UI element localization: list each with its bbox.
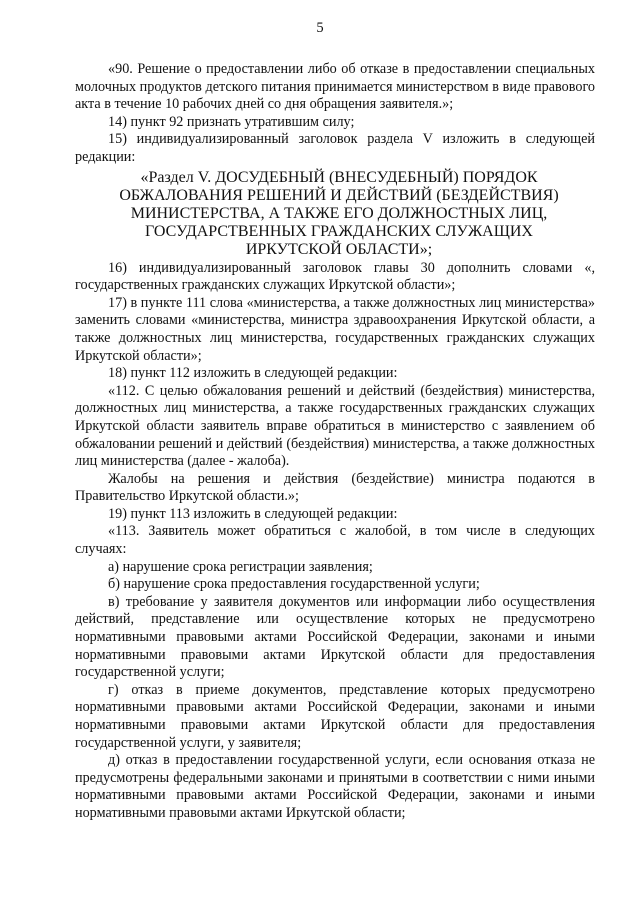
section-heading: «Раздел V. ДОСУДЕБНЫЙ (ВНЕСУДЕБНЫЙ) ПОРЯДОК ОБЖАЛОВАНИЯ РЕШЕНИЙ И ДЕЙСТВИЙ (БЕЗДЕЙСТВИЯ) МИНИСТЕРСТВА, А ТАКЖЕ ЕГО ДОЛЖНОСТНЫХ ЛИЦ, ГОСУДАРСТВЕННЫХ ГРАЖДАНСКИХ СЛУЖАЩИХ ИРКУТСКОЙ ОБЛАСТИ»; bbox=[119, 168, 559, 259]
paragraph-amendment-16: 16) индивидуализированный заголовок главы 30 дополнить словами «, государственных гражданских служащих Иркутской области»; bbox=[75, 259, 595, 294]
list-item-a: а) нарушение срока регистрации заявления; bbox=[108, 558, 373, 575]
paragraph-item-112: «112. С целью обжалования решений и действий (бездействия) министерства, должностных лиц министерства, а также государственных гражданских служащих Иркутской области заявитель вправе обратиться в министерство с заявлением об обжаловании решений и действий (бездействия) министерства, а также должностных лиц министерства (далее - жалоба). bbox=[75, 382, 595, 470]
paragraph-item-113: «113. Заявитель может обратиться с жалобой, в том числе в следующих случаях: bbox=[75, 523, 595, 558]
paragraph-amendment-18: 18) пункт 112 изложить в следующей редакции: bbox=[108, 365, 398, 382]
list-item-b: б) нарушение срока предоставления государственной услуги; bbox=[108, 576, 480, 593]
page-number: 5 bbox=[316, 20, 324, 36]
paragraph-amendment-14: 14) пункт 92 признать утратившим силу; bbox=[108, 113, 355, 130]
list-item-g: г) отказ в приеме документов, представление которых предусмотрено нормативными правовыми актами Российской Федерации, законами и иными нормативными правовыми актами Иркутской области для предоставления государственной услуги, у заявителя; bbox=[75, 681, 595, 751]
paragraph-amendment-17: 17) в пункте 111 слова «министерства, а также должностных лиц министерства» заменить словами «министерства, министра здравоохранения Иркутской области, а также должностных лиц министерства, государственных гражданских служащих Иркутской области»; bbox=[75, 294, 595, 364]
list-item-v: в) требование у заявителя документов или информации либо осуществления действий, представление или осуществление которых не предусмотрено нормативными правовыми актами Российской Федерации, законами и иными нормативными правовыми актами Иркутской области для предоставления государственной услуги; bbox=[75, 593, 595, 681]
list-item-d: д) отказ в предоставлении государственной услуги, если основания отказа не предусмотрены федеральными законами и принятыми в соответствии с ними иными нормативными правовыми актами Российской Федерации, законами и иными нормативными правовыми актами Иркутской области; bbox=[75, 752, 595, 821]
paragraph-amendment-15: 15) индивидуализированный заголовок раздела V изложить в следующей редакции: bbox=[75, 131, 595, 165]
paragraph-amendment-19: 19) пункт 113 изложить в следующей редакции: bbox=[108, 505, 398, 522]
paragraph-complaints-minister: Жалобы на решения и действия (бездействие) министра подаются в Правительство Иркутской области.»; bbox=[75, 470, 595, 505]
document-body bbox=[75, 61, 595, 823]
paragraph-item-90: «90. Решение о предоставлении либо об отказе в предоставлении специальных молочных продуктов детского питания принимается министерством в виде правового акта в течение 10 рабочих дней со дня обращения заявителя.»; bbox=[75, 61, 595, 113]
